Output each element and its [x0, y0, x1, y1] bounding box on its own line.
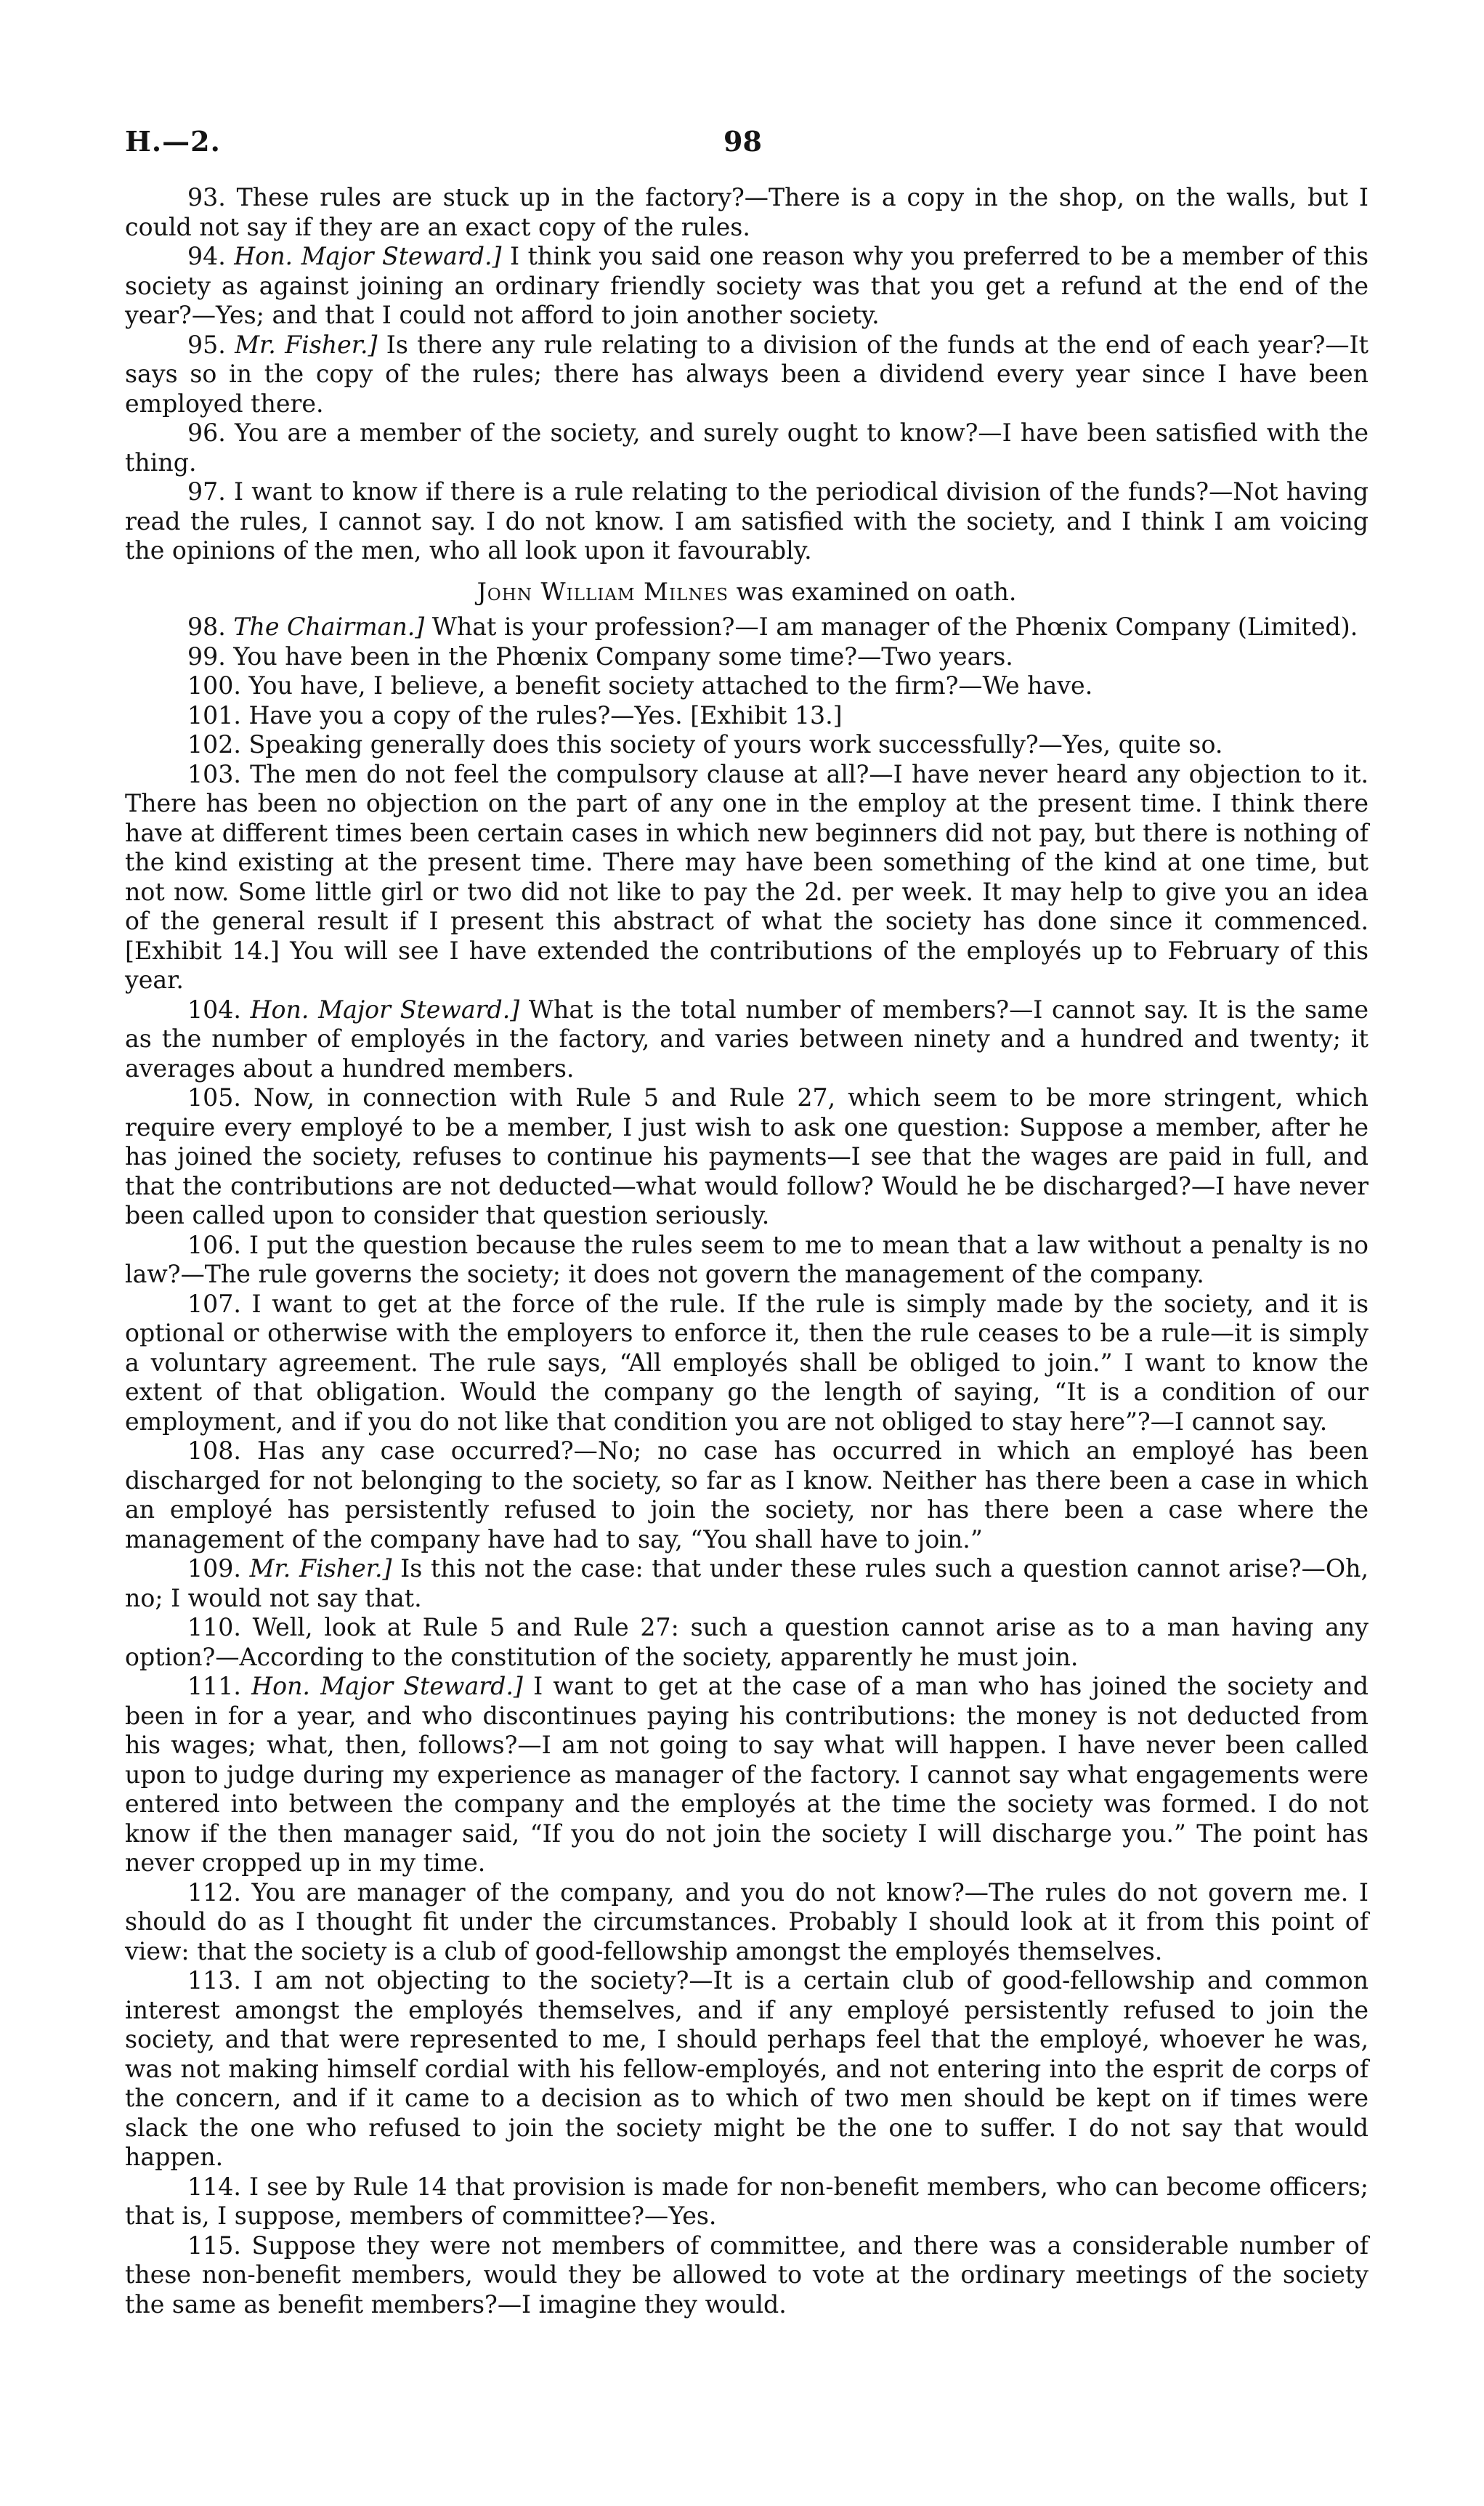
paragraph-text: These rules are stuck up in the factory?—There is a copy in the shop, on the walls, but I could not say if they are an exact copy of the rules. [125, 183, 1369, 241]
paragraph-text: Suppose they were not members of committee, and there was a considerable number of these non-benefit members, would they be allowed to vote at the ordinary meetings of the society the same as benefit members?—I imagine they would. [125, 2231, 1369, 2319]
testimony-paragraph [125, 995, 1369, 1084]
speaker-label: Hon. Major Steward.] [250, 995, 520, 1024]
testimony-paragraph [125, 1290, 1369, 1437]
testimony-section-1 [125, 183, 1369, 566]
paragraph-number: 97. [187, 477, 226, 506]
testimony-paragraph [125, 642, 1369, 672]
paragraph-number: 100. [187, 671, 241, 700]
paragraph-text: What is your profession?—I am manager of the Phœnix Company (Limited). [431, 613, 1358, 641]
paragraph-text: I am not objecting to the society?—It is a certain club of good-fellowship and common interest amongst the employés themselves, and if any employé persistently refused to join the society, and that were represented to me, I should perhaps feel that the employé, whoever he was, was not making himself cordial with his fellow-employés, and not entering into the esprit de corps of the concern, and if it came to a decision as to which of two men should be kept on if times were slack the one who refused to join the society might be the one to suffer. I do not say that would happen. [125, 1966, 1369, 2171]
paragraph-number: 115. [187, 2231, 241, 2260]
paragraph-text: You are a member of the society, and surely ought to know?—I have been satisfied with the thing. [125, 419, 1369, 477]
paragraph-number: 111. [187, 1672, 241, 1700]
witness-heading-suffix: was examined on oath. [736, 577, 1017, 606]
document-reference: H.—2. [125, 125, 221, 158]
testimony-paragraph [125, 1554, 1369, 1613]
paragraph-text: Speaking generally does this society of yours work successfully?—Yes, quite so. [248, 730, 1223, 759]
paragraph-number: 95. [187, 330, 226, 359]
paragraph-number: 94. [187, 242, 226, 270]
testimony-paragraph [125, 331, 1369, 419]
speaker-label: Hon. Major Steward.] [234, 242, 502, 270]
paragraph-number: 114. [187, 2172, 241, 2201]
paragraph-number: 103. [187, 759, 241, 788]
testimony-paragraph [125, 2231, 1369, 2320]
testimony-paragraph [125, 1436, 1369, 1554]
testimony-paragraph [125, 760, 1369, 995]
testimony-paragraph [125, 1878, 1369, 1967]
paragraph-text: Have you a copy of the rules?—Yes. [Exhibit 13.] [248, 700, 843, 729]
paragraph-number: 98. [187, 613, 226, 641]
testimony-paragraph [125, 2172, 1369, 2231]
page-header [125, 125, 1361, 169]
paragraph-text: Is this not the case: that under these rules such a question cannot arise?—Oh, no; I would not say that. [125, 1554, 1369, 1612]
testimony-section-2 [125, 613, 1369, 2319]
paragraph-number: 101. [187, 700, 241, 729]
paragraph-number: 107. [187, 1289, 241, 1318]
paragraph-number: 112. [187, 1878, 241, 1907]
testimony-paragraph [125, 242, 1369, 331]
paragraph-number: 108. [187, 1436, 241, 1465]
paragraph-text: I want to know if there is a rule relating to the periodical division of the funds?—Not having read the rules, I cannot say. I do not know. I am satisfied with the society, and I think I am voicing the opinions of the men, who all look upon it favourably. [125, 477, 1369, 565]
paragraph-number: 102. [187, 730, 241, 759]
paragraph-text: Well, look at Rule 5 and Rule 27: such a question cannot arise as to a man having any option?—According to the constitution of the society, apparently he must join. [125, 1613, 1369, 1671]
speaker-label: Mr. Fisher.] [235, 330, 378, 359]
paragraph-text: I put the question because the rules seem to me to mean that a law without a penalty is no law?—The rule governs the society; it does not govern the management of the company. [125, 1230, 1369, 1288]
testimony-paragraph [125, 419, 1369, 477]
paragraph-number: 104. [187, 995, 241, 1024]
paragraph-text: Now, in connection with Rule 5 and Rule 27, which seem to be more stringent, which require every employé to be a member, I just wish to ask one question: Suppose a member, after he has joined the society, refuses to continue his payments—I see that the wages are paid in full, and that the contributions are not deducted—what would follow? Would he be discharged?—I have never been called upon to consider that question seriously. [125, 1083, 1369, 1229]
testimony-paragraph [125, 730, 1369, 760]
testimony-paragraph [125, 477, 1369, 566]
page-number: 98 [723, 125, 762, 158]
speaker-label: The Chairman.] [233, 613, 425, 641]
paragraph-text: I want to get at the case of a man who has joined the society and been in for a year, and who discontinues paying his contributions: the money is not deducted from his wages; what, then, follows?—I am not going to say what will happen. I have never been called upon to judge during my experience as manager of the factory. I cannot say what engagements were entered into between the company and the employés at the time the society was formed. I do not know if the then manager said, “If you do not join the society I will discharge you.” The point has never cropped up in my time. [125, 1672, 1369, 1877]
paragraph-text: I see by Rule 14 that provision is made for non-benefit members, who can become officers; that is, I suppose, members of committee?—Yes. [125, 2172, 1369, 2230]
witness-heading [125, 578, 1369, 607]
testimony-paragraph [125, 1672, 1369, 1878]
paragraph-text: You are manager of the company, and you do not know?—The rules do not govern me. I should do as I thought fit under the circumstances. Probably I should look at it from this point of view: that the society is a club of good-fellowship amongst the employés themselves. [125, 1878, 1369, 1965]
testimony-paragraph [125, 1613, 1369, 1672]
paragraph-text: Is there any rule relating to a division of the funds at the end of each year?—It says so in the copy of the rules; there has always been a dividend every year since I have been employed there. [125, 330, 1369, 418]
paragraph-text: The men do not feel the compulsory clause at all?—I have never heard any objection to it. There has been no objection on the part of any one in the employ at the present time. I think there have at different times been certain cases in which new beginners did not pay, but there is nothing of the kind existing at the present time. There may have been something of the kind at one time, but not now. Some little girl or two did not like to pay the 2d. per week. It may help to give you an idea of the general result if I present this abstract of what the society has done since it commenced. [Exhibit 14.] You will see I have extended the contributions of the employés up to February of this year. [125, 759, 1369, 994]
paragraph-text: Has any case occurred?—No; no case has occurred in which an employé has been discharged for not belonging to the society, so far as I know. Neither has there been a case in which an employé has persistently refused to join the society, nor has there been a case where the management of the company have had to say, “You shall have to join.” [125, 1436, 1369, 1553]
testimony-paragraph [125, 671, 1369, 701]
paragraph-number: 93. [187, 183, 226, 211]
paragraph-number: 106. [187, 1230, 241, 1259]
paragraph-number: 113. [187, 1966, 241, 1994]
testimony-paragraph [125, 1083, 1369, 1231]
paragraph-number: 99. [187, 642, 226, 671]
testimony-paragraph [125, 183, 1369, 242]
testimony-paragraph [125, 1966, 1369, 2172]
witness-name: John William Milnes [477, 577, 729, 606]
paragraph-text: What is the total number of members?—I cannot say. It is the same as the number of employés in the factory, and varies between ninety and a hundred and twenty; it averages about a hundred members. [125, 995, 1369, 1083]
paragraph-number: 110. [187, 1613, 241, 1641]
testimony-paragraph [125, 1231, 1369, 1290]
paragraph-text: You have been in the Phœnix Company some time?—Two years. [233, 642, 1013, 671]
paragraph-text: I want to get at the force of the rule. If the rule is simply made by the society, and it is optional or otherwise with the employers to enforce it, then the rule ceases to be a rule—it is simply a voluntary agreement. The rule says, “All employés shall be obliged to join.” I want to know the extent of that obligation. Would the company go the length of saying, “It is a condition of our employment, and if you do not like that condition you are not obliged to stay here”?—I cannot say. [125, 1289, 1369, 1436]
paragraph-number: 96. [187, 419, 226, 447]
paragraph-text: You have, I believe, a benefit society attached to the firm?—We have. [248, 671, 1093, 700]
paragraph-number: 105. [187, 1083, 241, 1112]
paragraph-number: 109. [187, 1554, 241, 1583]
page-body [125, 183, 1369, 2319]
testimony-paragraph [125, 701, 1369, 731]
testimony-paragraph [125, 613, 1369, 642]
speaker-label: Mr. Fisher.] [249, 1554, 392, 1583]
speaker-label: Hon. Major Steward.] [251, 1672, 523, 1700]
paragraph-text: I think you said one reason why you preferred to be a member of this society as against joining an ordinary friendly society was that you get a refund at the end of the year?—Yes; and that I could not afford to join another society. [125, 242, 1369, 329]
